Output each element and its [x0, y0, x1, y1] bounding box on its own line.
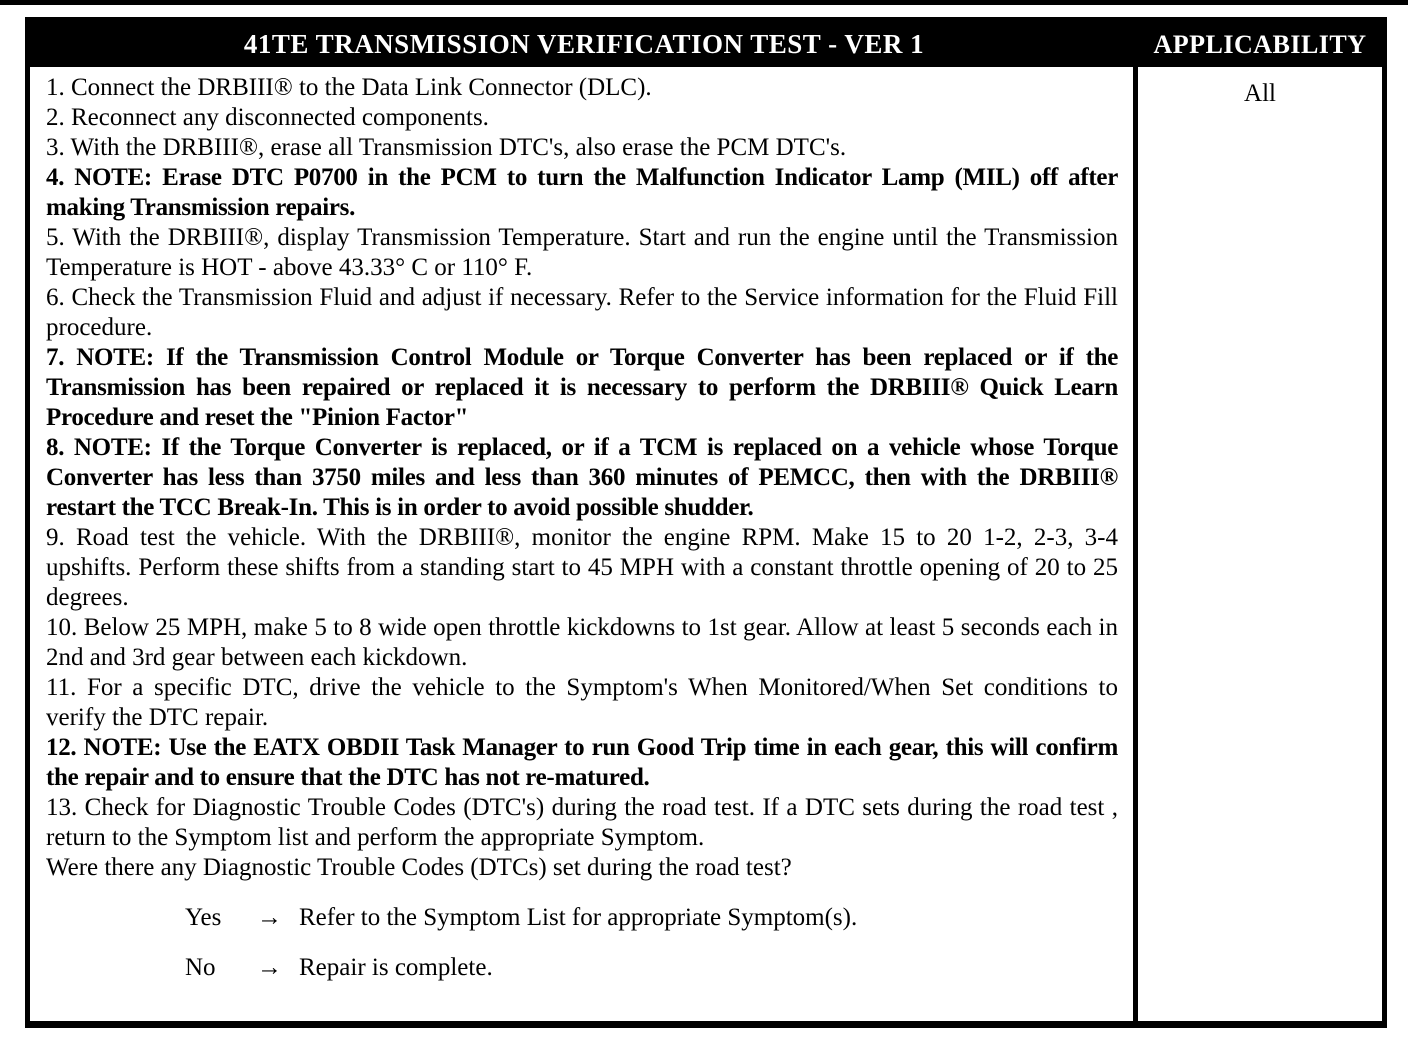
procedure-step-note: 4. NOTE: Erase DTC P0700 in the PCM to turn the Malfunction Indicator Lamp (MIL) off after making Transmission repairs. [46, 164, 1118, 221]
procedure-step-note: 12. NOTE: Use the EATX OBDII Task Manager to run Good Trip time in each gear, this will confirm the repair and to ensure that the DTC has not re-matured. [46, 734, 1118, 791]
procedure-step: 9. Road test the vehicle. With the DRBIII®, monitor the engine RPM. Make 15 to 20 1-2, 2-3, 3-4 upshifts. Perform these shifts from a standing start to 45 MPH with a constant throttle opening of 20 to 25 degrees. [46, 524, 1118, 611]
decision-row-no [185, 953, 1118, 983]
procedure-step: 6. Check the Transmission Fluid and adjust if necessary. Refer to the Service information for the Fluid Fill procedure. [46, 284, 1118, 341]
table-header-row [30, 22, 1382, 67]
procedure-step: 5. With the DRBIII®, display Transmission Temperature. Start and run the engine until the Transmission Temperature is HOT - above 43.33° C or 110° F. [46, 224, 1118, 281]
procedure-step: 3. With the DRBIII®, erase all Transmission DTC's, also erase the PCM DTC's. [46, 134, 847, 161]
applicability-value: All [1244, 80, 1276, 107]
decision-answer: No [185, 954, 216, 981]
decision-row-yes [185, 903, 1118, 933]
applicability-column-header: APPLICABILITY [1153, 29, 1367, 59]
right-arrow-icon: → [257, 904, 282, 931]
procedure-step: 13. Check for Diagnostic Trouble Codes (DTC's) during the road test. If a DTC sets during the road test , return to the Symptom list and perform the appropriate Symptom. [46, 794, 1118, 851]
verification-question: Were there any Diagnostic Trouble Codes (DTCs) set during the road test? [46, 854, 792, 881]
table-body-row [30, 67, 1382, 1021]
verification-test-table [25, 17, 1387, 1028]
right-arrow-icon: → [257, 954, 282, 981]
procedure-step: 10. Below 25 MPH, make 5 to 8 wide open throttle kickdowns to 1st gear. Allow at least 5 seconds each in 2nd and 3rd gear between each kickdown. [46, 614, 1118, 671]
procedure-step-note: 7. NOTE: If the Transmission Control Module or Torque Converter has been replaced or if the Transmission has been repaired or replaced it is necessary to perform the DRBIII® Quick Learn Procedure and reset the "Pinion Factor" [46, 344, 1118, 431]
page-edge-strip [0, 0, 1408, 5]
procedure-step-note: 8. NOTE: If the Torque Converter is replaced, or if a TCM is replaced on a vehicle whose Torque Converter has less than 3750 miles and less than 360 minutes of PEMCC, then with the DRBIII® restart the TCC Break-In. This is in order to avoid possible shudder. [46, 434, 1118, 521]
procedure-cell [30, 67, 1138, 1021]
procedure-step: 2. Reconnect any disconnected components. [46, 104, 489, 131]
procedure-step: 11. For a specific DTC, drive the vehicle to the Symptom's When Monitored/When Set conditions to verify the DTC repair. [46, 674, 1118, 731]
decision-answer: Yes [185, 904, 222, 931]
procedure-step: 1. Connect the DRBIII® to the Data Link Connector (DLC). [46, 74, 652, 101]
applicability-cell [1138, 67, 1382, 1021]
decision-action: Refer to the Symptom List for appropriate Symptom(s). [299, 904, 858, 931]
table-title: 41TE TRANSMISSION VERIFICATION TEST - VER 1 [243, 29, 925, 59]
decision-action: Repair is complete. [299, 954, 493, 981]
